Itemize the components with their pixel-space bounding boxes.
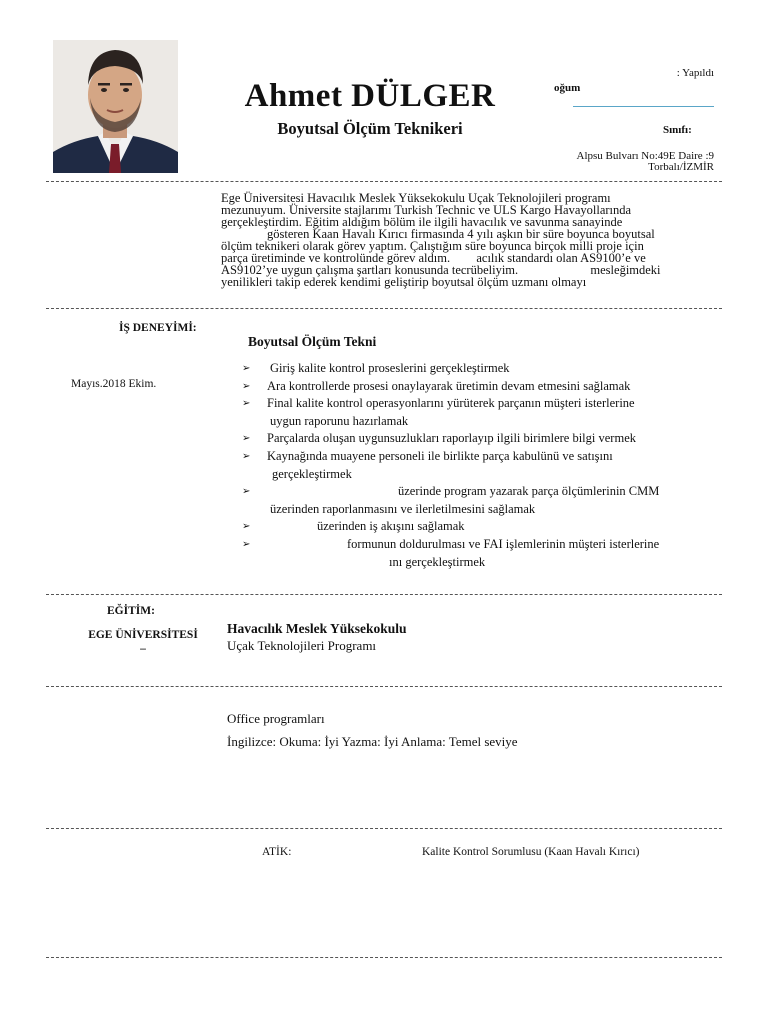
list-item: ➢ Kaynağında muayene personeli ile birlikte parça kabulünü ve satışını gerçekleştirmek [242,448,613,481]
profile-photo [53,40,178,173]
arrow-bullet-icon: ➢ [242,486,251,498]
header-sinifi-label: Sınıfı: [663,124,692,136]
profile-summary [221,192,709,288]
list-item: ➢ üzerinde program yazarak parça ölçümlerinin CMM üzerinden raporlanmasını ve ilerletilmesini sağlamak [242,484,660,516]
candidate-name: Ahmet DÜLGER [244,78,496,114]
summary-fragment: mesleğimdeki [590,263,661,277]
arrow-bullet-icon: ➢ [242,398,251,410]
summary-line: gösteren Kaan Havalı Kırıcı firmasında 4 yılı aşkın bir süre boyunca boyutsal [267,227,655,241]
education-school: Havacılık Meslek Yüksekokulu [227,621,407,636]
list-item: ➢ Parçalarda oluşan uygunsuzlukları raporlayıp ilgili birimlere bilgi vermek [242,430,712,448]
divider [46,594,722,595]
arrow-bullet-icon: ➢ [242,433,251,445]
skill-language: İngilizce: Okuma: İyi Yazma: İyi Anlama: Temel seviye [227,734,518,749]
list-item: ➢ üzerinden iş akışını sağlamak [242,518,712,536]
summary-line: mezunuyum. Üniversite stajlarımı Turkish Technic ve ULS Kargo Havayollarında [221,203,632,217]
summary-fragment: parça üretiminde ve kontrolünde görev aldım. [221,251,451,265]
divider [46,686,722,687]
list-item: ➢ Final kalite kontrol operasyonlarını yürüterek parçanın müşteri isterlerine uygun raporunu hazırlamak [242,396,635,428]
header-dogum-label: oğum [554,82,581,94]
summary-line: ölçüm teknikeri olarak görev yaptım. Çalıştığım süre boyunca birçok milli proje için [221,239,644,253]
education-program: Uçak Teknolojileri Programı [227,638,377,653]
references-value: Kalite Kontrol Sorumlusu (Kaan Havalı Kırıcı) [422,846,640,858]
list-item: ➢ formunun doldurulması ve FAI işlemlerinin müşteri isterlerine ını gerçekleştirmek [242,536,660,569]
arrow-bullet-icon: ➢ [242,380,251,392]
education-university: EGE ÜNİVERSİTESİ – [88,629,198,655]
summary-line: yenilikleri takip ederek kendimi geliştirip boyutsal ölçüm uzmanı olmayı [221,275,587,289]
arrow-bullet-icon: ➢ [242,450,251,462]
divider [46,957,722,958]
dogum-underline [573,106,714,107]
arrow-bullet-icon: ➢ [242,538,251,550]
arrow-bullet-icon: ➢ [242,363,251,374]
experience-label: İŞ DENEYİMİ: [119,322,197,334]
summary-line: Ege Üniversitesi Havacılık Meslek Yüksekokulu Uçak Teknolojileri programı [221,191,611,205]
divider [46,828,722,829]
list-item: ➢ Ara kontrollerde prosesi onaylayarak üretimin devam etmesini sağlamak [242,378,712,396]
references-label: ATİK: [262,846,292,858]
experience-bullets [242,360,712,571]
experience-date: Mayıs.2018 Ekim. [71,378,157,390]
divider [46,181,722,182]
experience-position: Boyutsal Ölçüm Tekni [248,334,377,349]
arrow-bullet-icon: ➢ [242,521,251,533]
address-line-2: Torbalı/İZMİR [648,161,714,173]
address-line-1: Alpsu Bulvarı No:49E Daire :9 [576,150,714,162]
summary-fragment: acılık standardı olan AS9100’e ve [476,251,646,265]
skill-office: Office programları [227,711,325,726]
summary-fragment: AS9102’ye uygun çalışma şartları konusunda tecrübeliyim. [221,263,519,277]
candidate-title: Boyutsal Ölçüm Teknikeri [277,119,463,138]
header-yapildi: : Yapıldı [676,67,714,79]
summary-line: gerçekleştirdim. Eğitim aldığım bölüm ile ilgili havacılık ve savunma sanayinde [221,215,623,229]
list-item: ➢ Giriş kalite kontrol proseslerini gerçekleştirmek [242,360,712,378]
divider [46,308,722,309]
education-label: EĞİTİM: [107,605,155,617]
